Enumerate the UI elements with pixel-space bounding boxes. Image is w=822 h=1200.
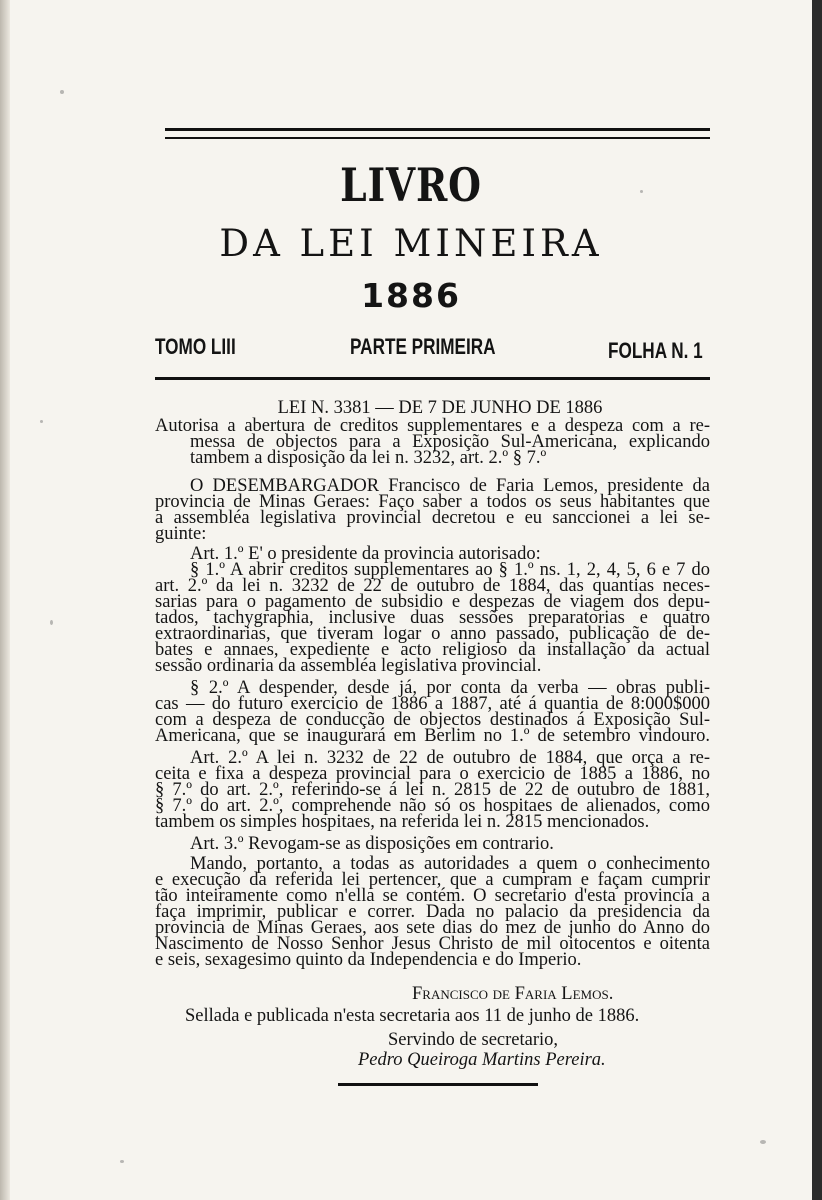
book-year: 1886: [361, 276, 461, 315]
body-line: e execução da referida lei pertencer, que a cumpram e façam cumprir: [155, 870, 710, 890]
secretary-signature: Pedro Queiroga Martins Pereira.: [358, 1050, 606, 1070]
body-line: a assembléa legislativa provincial decretou e eu sanccionei a lei se-: [155, 508, 710, 528]
sealed-note: Sellada e publicada n'esta secretaria aos 11 de junho de 1886.: [185, 1006, 640, 1026]
law-heading: LEI N. 3381 — DE 7 DE JUNHO DE 1886: [277, 398, 603, 418]
part-label: PARTE PRIMEIRA: [350, 334, 496, 359]
summary-line: tambem a disposição da lei n. 3232, art. 2.º § 7.º: [190, 448, 547, 468]
paper-speck: [760, 1140, 766, 1144]
body-line: faça imprimir, publicar e correr. Dada no palacio da presidencia da: [155, 902, 710, 922]
header-rule: [155, 377, 710, 380]
closing-rule: [338, 1083, 538, 1086]
body-line: Art. 2.º A lei n. 3232 de 22 de outubro de 1884, que orça a re-: [190, 748, 710, 768]
book-subtitle: DA LEI MINEIRA: [219, 222, 603, 265]
body-line: Nascimento de Nosso Senhor Jesus Christo de mil oitocentos e oitenta: [155, 934, 710, 954]
serving-note: Servindo de secretario,: [388, 1030, 559, 1050]
book-title: LIVRO: [340, 158, 482, 212]
body-line: Mando, portanto, a todas as autoridades a quem o conhecimento: [190, 854, 710, 874]
body-line: bates e annaes, expediente e acto religioso da installação da actual: [155, 640, 710, 660]
top-rule: [165, 128, 710, 131]
body-line: sarias para o pagamento de subsidio e despezas de viagem dos depu-: [155, 592, 710, 612]
body-line: § 7.º do art. 2.º, comprehende não só os hospitaes de alienados, como: [155, 796, 710, 816]
body-line: art. 2.º da lei n. 3232 de 22 de outubro de 1884, das quantias neces-: [155, 576, 710, 596]
body-line: Americana, que se inaugurará em Berlim no 1.º de setembro vindouro.: [155, 726, 710, 746]
body-line: O DESEMBARGADOR Francisco de Faria Lemos, presidente da: [190, 476, 710, 496]
body-line: e seis, sexagesimo quinto da Independencia e do Imperio.: [155, 950, 582, 970]
body-line: § 2.º A despender, desde já, por conta da verba — obras publi-: [190, 678, 710, 698]
body-line: cas — do futuro exercicio de 1886 a 1887, até á quantia de 8:000$000: [155, 694, 710, 714]
governor-signature: Francisco de Faria Lemos.: [412, 984, 614, 1004]
body-line: provincia de Minas Geraes, aos sete dias do mez de junho do Anno do: [155, 918, 710, 938]
summary-line: Autorisa a abertura de creditos supplementares e a despeza com a re-: [155, 416, 710, 436]
body-line: provincia de Minas Geraes: Faço saber a todos os seus habitantes que: [155, 492, 710, 512]
paper-speck: [50, 620, 53, 625]
body-line: tados, tachygraphia, inclusive duas sessões preparatorias e quatro: [155, 608, 710, 628]
volume-label: TOMO LIII: [155, 334, 236, 359]
paper-speck: [120, 1160, 124, 1163]
body-line: extraordinarias, que tiveram logar o anno passado, publicação de de-: [155, 624, 710, 644]
body-line: ceita e fixa a despeza provincial para o exercicio de 1885 a 1886, no: [155, 764, 710, 784]
body-line: guinte:: [155, 524, 207, 544]
paper-speck: [40, 420, 43, 423]
body-line: tão inteiramente como n'ella se contém. O secretario d'esta provincia a: [155, 886, 710, 906]
body-line: Art. 3.º Revogam-se as disposições em contrario.: [190, 834, 554, 854]
body-line: tambem os simples hospitaes, na referida lei n. 2815 mencionados.: [155, 812, 650, 832]
body-line: com a despeza de conducção de objectos destinados á Exposição Sul-: [155, 710, 710, 730]
body-line: Art. 1.º E' o presidente da provincia autorisado:: [190, 544, 541, 564]
body-line: sessão ordinaria da assembléa legislativa provincial.: [155, 656, 542, 676]
paper-speck: [60, 90, 64, 94]
body-line: § 7.º do art. 2.º, referindo-se á lei n. 2815 de 22 de outubro de 1881,: [155, 780, 710, 800]
summary-line: messa de objectos para a Exposição Sul-Americana, explicando: [190, 432, 710, 452]
body-line: § 1.º A abrir creditos supplementares ao § 1.º ns. 1, 2, 4, 5, 6 e 7 do: [190, 560, 710, 580]
paper-speck: [640, 190, 643, 193]
top-rule-thin: [165, 137, 710, 139]
page-edge: [0, 0, 10, 1200]
sheet-label: FOLHA N. 1: [608, 338, 703, 363]
